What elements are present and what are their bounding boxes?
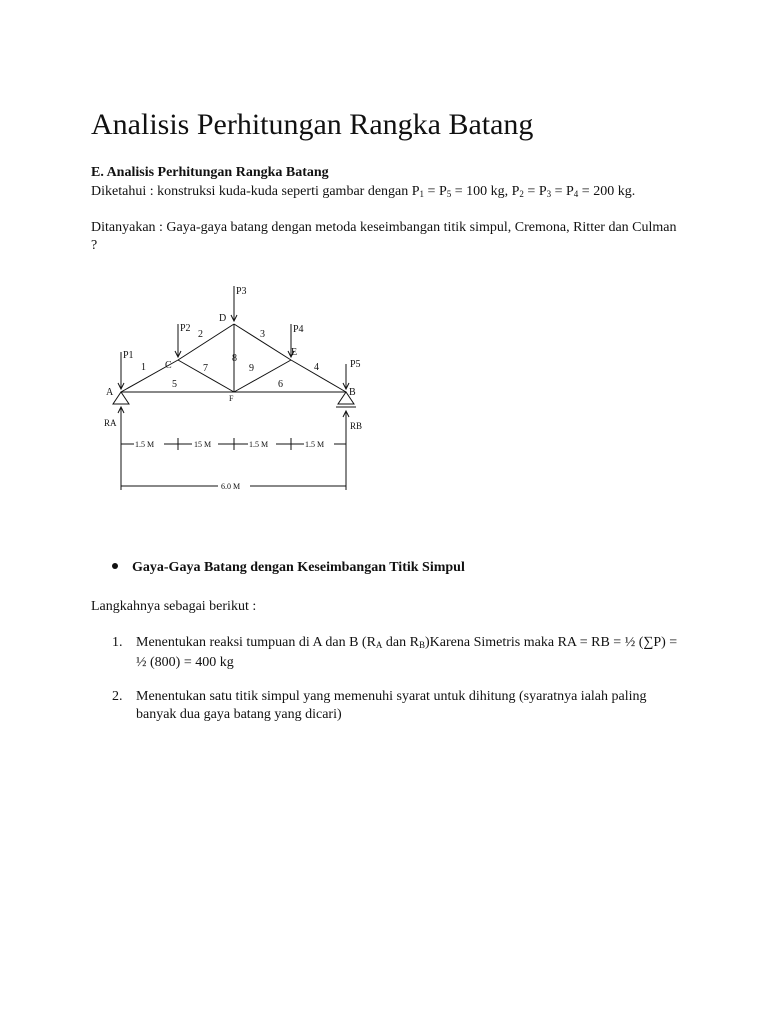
load-p5-label: P5 [350,359,361,370]
load-p1-label: P1 [123,350,134,361]
dim-total-label: 6.0 M [221,482,241,491]
known-paragraph: Diketahui : konstruksi kuda-kuda seperti gambar dengan $P_1 = P_5 = 100$ kg, $P_2 = P_3 = P_4 = 200$ kg. [91,184,636,199]
reaction-ra-label: RA [104,418,117,428]
truss-diagram [98,280,388,500]
node-f-label: F [229,394,234,403]
member-2-label: 2 [198,329,203,340]
list-number: 2. [112,689,123,704]
node-b-label: B [349,387,356,398]
section-heading: E. Analisis Perhitungan Rangka Batang [91,165,329,180]
member-1-label: 1 [141,362,146,373]
reaction-rb-label: RB [350,421,363,431]
node-e-label: E [291,347,298,358]
member-5-label: 5 [172,379,177,390]
support-a [113,392,129,404]
member-6-label: 6 [278,379,283,390]
load-p3-label: P3 [236,286,247,297]
member-4-label: 4 [314,362,319,373]
node-a-label: A [106,387,114,398]
member-8-label: 8 [232,353,237,364]
page-title: Analisis Perhitungan Rangka Batang [91,108,534,141]
list-item [112,634,682,672]
list-item [112,688,682,724]
list-text: Menentukan reaksi tumpuan di A dan B ($R_A$ dan $R_B)Karena$ Simetris maka RA = RB = ½ (∑P) = ½ (800) = 400 kg [136,635,678,670]
dim-1-label: 1.5 M [135,440,155,449]
load-p4-label: P4 [293,324,304,335]
dim-2-label: 15 M [194,440,212,449]
dim-4-label: 1.5 M [305,440,325,449]
load-p2-label: P2 [180,323,191,334]
list-text: Menentukan satu titik simpul yang memenuhi syarat untuk dihitung (syaratnya ialah paling banyak dua gaya batang yang dicari) [136,689,647,722]
asked-paragraph: Ditanyakan : Gaya-gaya batang dengan metoda keseimbangan titik simpul, Cremona, Ritter dan Culman ? [91,220,677,253]
node-c-label: C [165,360,172,371]
dim-3-label: 1.5 M [249,440,269,449]
member-7-label: 7 [203,363,208,374]
node-d-label: D [219,313,227,324]
member-3-label: 3 [260,329,265,340]
list-number: 1. [112,635,123,650]
steps-intro: Langkahnya sebagai berikut : [91,599,257,614]
member-9-label: 9 [249,363,254,374]
bullet-dot-icon [112,563,118,569]
bullet-heading: Gaya-Gaya Batang dengan Keseimbangan Titik Simpul [112,560,465,576]
